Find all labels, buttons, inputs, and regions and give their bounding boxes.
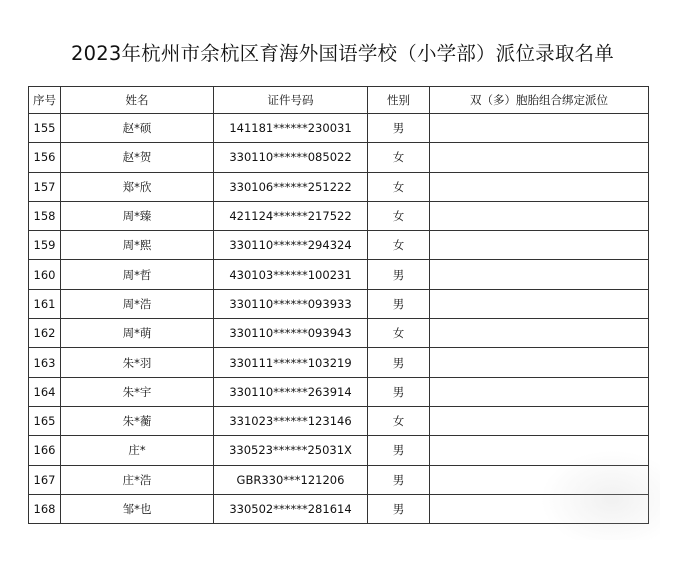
student-name-cell: 郑*欣 <box>61 172 214 201</box>
table-row <box>29 260 649 289</box>
table-row <box>29 377 649 406</box>
id-number-cell: GBR330***121206 <box>214 465 368 494</box>
student-name-cell: 周*臻 <box>61 201 214 230</box>
student-name-cell: 周*萌 <box>61 319 214 348</box>
header-name: 姓名 <box>61 87 214 114</box>
table-row <box>29 319 649 348</box>
row-number-cell: 161 <box>29 289 61 318</box>
row-number-cell: 156 <box>29 143 61 172</box>
gender-cell: 女 <box>368 201 430 230</box>
twin-binding-cell <box>430 143 649 172</box>
page-title: 2023年杭州市余杭区育海外国语学校（小学部）派位录取名单 <box>71 42 614 65</box>
gender-cell: 男 <box>368 377 430 406</box>
student-name-cell: 周*哲 <box>61 260 214 289</box>
twin-binding-cell <box>430 319 649 348</box>
student-name-cell: 赵*硕 <box>61 114 214 143</box>
id-number-cell: 330106******251222 <box>214 172 368 201</box>
row-number-cell: 163 <box>29 348 61 377</box>
table-body <box>29 114 649 524</box>
table-row <box>29 289 649 318</box>
row-number-cell: 164 <box>29 377 61 406</box>
student-name-cell: 朱*羽 <box>61 348 214 377</box>
gender-cell: 女 <box>368 143 430 172</box>
row-number-cell: 160 <box>29 260 61 289</box>
student-name-cell: 朱*宇 <box>61 377 214 406</box>
table-row <box>29 231 649 260</box>
twin-binding-cell <box>430 289 649 318</box>
twin-binding-cell <box>430 172 649 201</box>
header-gender: 性别 <box>368 87 430 114</box>
id-number-cell: 330502******281614 <box>214 494 368 523</box>
twin-binding-cell <box>430 465 649 494</box>
student-name-cell: 邹*也 <box>61 494 214 523</box>
gender-cell: 女 <box>368 231 430 260</box>
table-header-row <box>29 87 649 114</box>
row-number-cell: 159 <box>29 231 61 260</box>
id-number-cell: 330110******294324 <box>214 231 368 260</box>
row-number-cell: 165 <box>29 406 61 435</box>
row-number-cell: 162 <box>29 319 61 348</box>
student-name-cell: 庄*浩 <box>61 465 214 494</box>
table-row <box>29 201 649 230</box>
table-row <box>29 172 649 201</box>
twin-binding-cell <box>430 114 649 143</box>
gender-cell: 男 <box>368 436 430 465</box>
twin-binding-cell <box>430 231 649 260</box>
gender-cell: 男 <box>368 289 430 318</box>
id-number-cell: 430103******100231 <box>214 260 368 289</box>
student-name-cell: 赵*贺 <box>61 143 214 172</box>
header-twin-binding: 双（多）胞胎组合绑定派位 <box>430 87 649 114</box>
student-name-cell: 朱*蘅 <box>61 406 214 435</box>
table-row <box>29 406 649 435</box>
header-id-number: 证件号码 <box>214 87 368 114</box>
id-number-cell: 330110******263914 <box>214 377 368 406</box>
twin-binding-cell <box>430 348 649 377</box>
id-number-cell: 331023******123146 <box>214 406 368 435</box>
twin-binding-cell <box>430 377 649 406</box>
row-number-cell: 155 <box>29 114 61 143</box>
table-row <box>29 348 649 377</box>
twin-binding-cell <box>430 406 649 435</box>
header-number: 序号 <box>29 87 61 114</box>
id-number-cell: 330110******093933 <box>214 289 368 318</box>
gender-cell: 男 <box>368 348 430 377</box>
row-number-cell: 166 <box>29 436 61 465</box>
gender-cell: 男 <box>368 114 430 143</box>
row-number-cell: 158 <box>29 201 61 230</box>
id-number-cell: 141181******230031 <box>214 114 368 143</box>
id-number-cell: 421124******217522 <box>214 201 368 230</box>
admission-table <box>28 86 649 524</box>
twin-binding-cell <box>430 436 649 465</box>
gender-cell: 男 <box>368 465 430 494</box>
student-name-cell: 周*浩 <box>61 289 214 318</box>
table-row <box>29 143 649 172</box>
row-number-cell: 168 <box>29 494 61 523</box>
gender-cell: 女 <box>368 319 430 348</box>
gender-cell: 男 <box>368 494 430 523</box>
table-row <box>29 465 649 494</box>
twin-binding-cell <box>430 494 649 523</box>
id-number-cell: 330111******103219 <box>214 348 368 377</box>
row-number-cell: 157 <box>29 172 61 201</box>
table-row <box>29 494 649 523</box>
id-number-cell: 330523******25031X <box>214 436 368 465</box>
row-number-cell: 167 <box>29 465 61 494</box>
student-name-cell: 庄* <box>61 436 214 465</box>
gender-cell: 女 <box>368 406 430 435</box>
table-row <box>29 436 649 465</box>
student-name-cell: 周*熙 <box>61 231 214 260</box>
id-number-cell: 330110******093943 <box>214 319 368 348</box>
id-number-cell: 330110******085022 <box>214 143 368 172</box>
gender-cell: 女 <box>368 172 430 201</box>
twin-binding-cell <box>430 201 649 230</box>
gender-cell: 男 <box>368 260 430 289</box>
twin-binding-cell <box>430 260 649 289</box>
table-row <box>29 114 649 143</box>
